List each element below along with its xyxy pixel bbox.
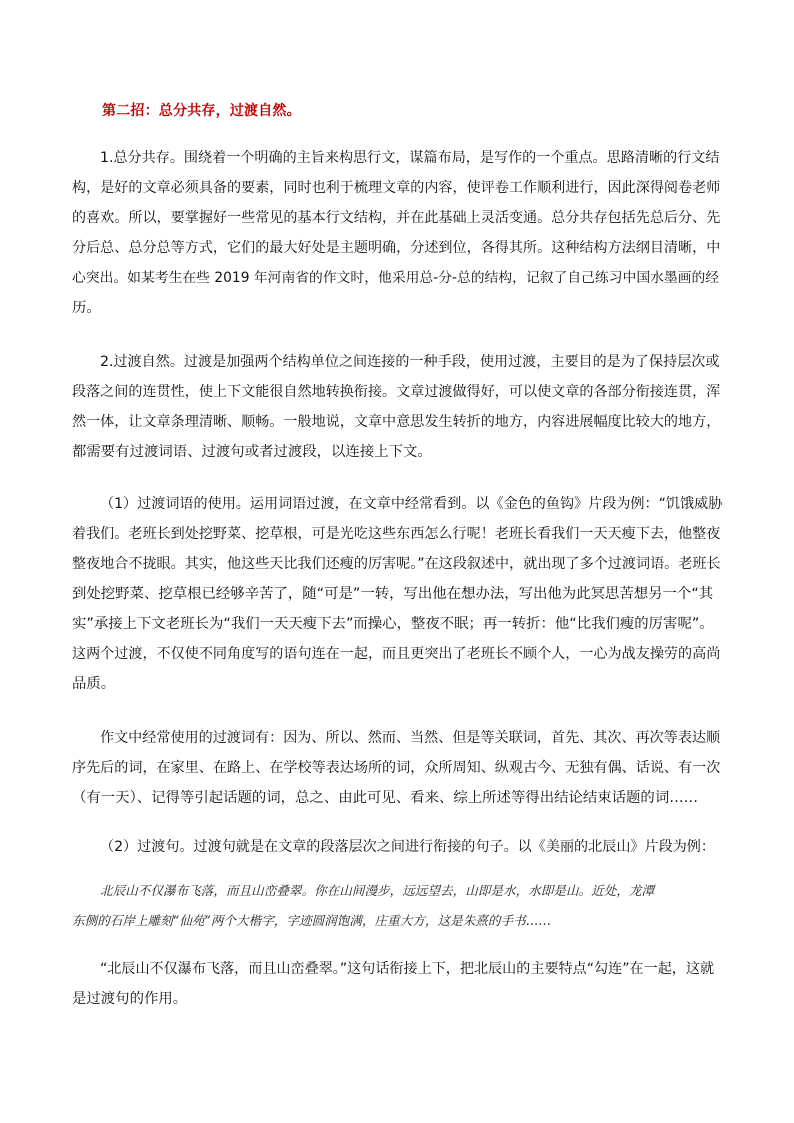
text-line: 到处挖野菜、挖草根已经够辛苦了，随“可是”一转，写出他在想办法，写出他为此冥思苦想另一个“其 <box>72 586 714 602</box>
text-line: 然一体，让文章条理清晰、顺畅。一般地说，文章中意思发生转折的地方，内容进展幅度比较大的地方， <box>72 414 721 430</box>
text-line: 1.总分共存。围绕着一个明确的主旨来构思行文，谋篇布局，是写作的一个重点。思路清晰的行文结 <box>100 150 720 166</box>
text-line: 实”承接上下文老班长为“我们一天天瘦下去”而操心，整夜不眠；再一转折：他“比我们瘦的厉害呢”。 <box>72 616 714 632</box>
text-line: （2）过渡句。过渡句就是在文章的段落层次之间进行衔接的句子。以《美丽的北辰山》片段为例： <box>100 839 715 855</box>
text-line: 这两个过渡，不仅使不同角度写的语句连在一起，而且更突出了老班长不顾个人，一心为战友操劳的高尚 <box>72 646 721 662</box>
text-line: “北辰山不仅瀑布飞落，而且山峦叠翠。”这句话衔接上下，把北辰山的主要特点“勾连”在一起，这就 <box>100 961 715 977</box>
paragraph-common-transition-words <box>72 723 722 813</box>
text-line: 是过渡句的作用。 <box>72 991 188 1007</box>
section-heading: 第二招：总分共存，过渡自然。 <box>102 103 301 119</box>
paragraph-transition-sentence <box>72 832 722 862</box>
text-line: 的喜欢。所以，要掌握好一些常见的基本行文结构，并在此基础上灵活变通。总分共存包括先总后分、先 <box>72 210 721 226</box>
text-line: 历。 <box>72 300 101 316</box>
text-line: 都需要有过渡词语、过渡句或者过渡段，以连接上下文。 <box>72 444 432 460</box>
quote-line: 北辰山不仅瀑布飞落，而且山峦叠翠。你在山间漫步，远远望去，山即是水，水即是山。近处，龙潭 <box>100 883 655 898</box>
text-line: （1）过渡词语的使用。运用词语过渡，在文章中经常看到。以《金色的鱼钩》片段为例：“饥饿威胁 <box>100 496 723 512</box>
text-line: 整夜地合不拢眼。其实，他这些天比我们还瘦的厉害呢。”在这段叙述中，就出现了多个过渡词语。老班长 <box>72 556 721 572</box>
text-line: （有一天）、记得等引起话题的词，总之、由此可见、看来、综上所述等得出结论结束话题的词…… <box>72 790 698 806</box>
text-line: 品质。 <box>72 676 116 692</box>
paragraph-transition-sentence-analysis <box>72 954 722 1014</box>
paragraph-transition <box>72 347 722 467</box>
text-line: 2.过渡自然。过渡是加强两个结构单位之间连接的一种手段，使用过渡，主要目的是为了保持层次或 <box>100 354 720 370</box>
quoted-example-passage <box>72 876 722 936</box>
text-line: 分后总、总分总等方式，它们的最大好处是主题明确，分述到位，各得其所。这种结构方法纲目清晰，中 <box>72 240 721 256</box>
text-line: 心突出。如某考生在些 2019 年河南省的作文时，他采用总-分-总的结构，记叙了自己练习中国水墨画的经 <box>72 270 720 286</box>
text-line: 段落之间的连贯性，使上下文能很自然地转换衔接。文章过渡做得好，可以使文章的各部分衔接连贯，浑 <box>72 384 721 400</box>
quote-line: 东侧的石岸上雕刻“仙苑”两个大楷字，字迹圆润饱满，庄重大方，这是朱熹的手书…… <box>72 913 551 928</box>
paragraph-total-structure <box>72 143 722 323</box>
text-line: 作文中经常使用的过渡词有：因为、所以、然而、当然、但是等关联词，首先、其次、再次等表达顺 <box>100 730 721 746</box>
text-line: 构，是好的文章必须具备的要素，同时也利于梳理文章的内容，使评卷工作顺利进行，因此深得阅卷老师 <box>72 180 721 196</box>
text-line: 序先后的词，在家里、在路上、在学校等表达场所的词，众所周知、纵观古今、无独有偶、话说、有一次 <box>72 760 721 776</box>
text-line: 着我们。老班长到处挖野菜、挖草根，可是光吃这些东西怎么行呢！老班长看我们一天天瘦下去，他整夜 <box>72 526 721 542</box>
paragraph-transition-words <box>72 489 722 699</box>
